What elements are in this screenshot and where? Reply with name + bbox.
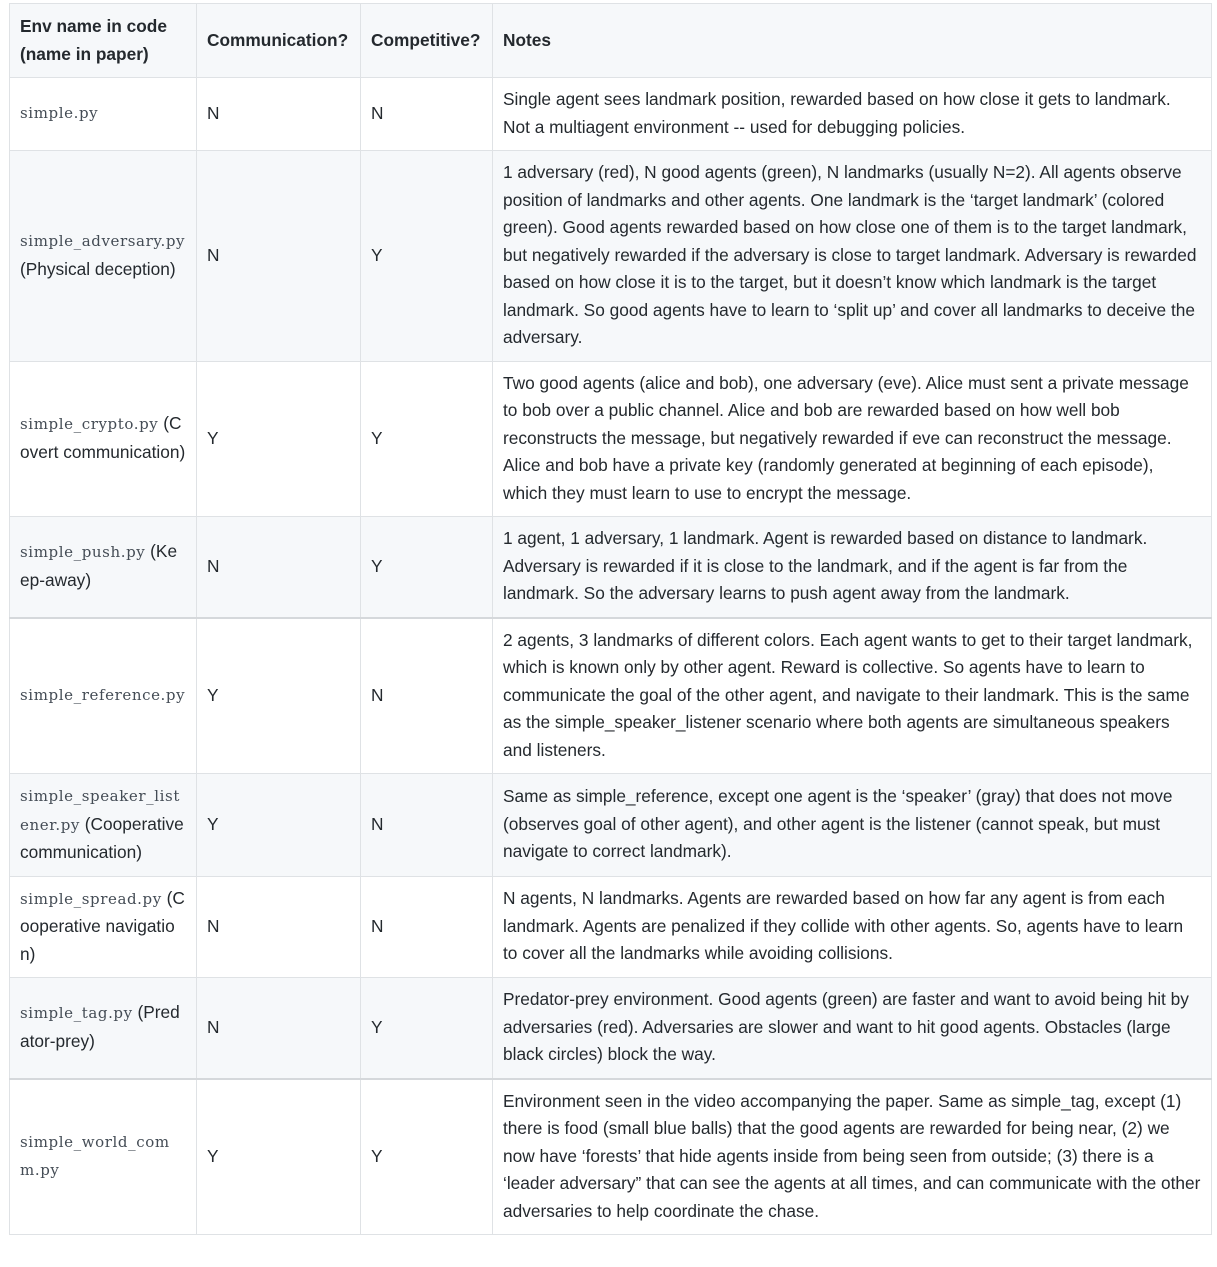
header-env-name: Env name in code (name in paper): [10, 4, 197, 78]
table-row: [10, 1079, 1212, 1235]
env-code: simple_spread.py: [20, 889, 162, 908]
env-name-cell: [10, 876, 197, 978]
communication-cell: N: [197, 517, 361, 618]
competitive-cell: N: [361, 774, 493, 877]
communication-cell: N: [197, 978, 361, 1079]
competitive-cell: Y: [361, 978, 493, 1079]
notes-cell: Single agent sees landmark position, rewarded based on how close it gets to landmark. Not a multiagent environment -- used for debugging policies.: [493, 78, 1212, 151]
communication-cell: Y: [197, 1079, 361, 1235]
env-code: simple.py: [20, 104, 99, 123]
env-code: simple_push.py: [20, 543, 146, 562]
env-name-cell: [10, 361, 197, 517]
env-name-cell: [10, 774, 197, 877]
env-name-cell: [10, 78, 197, 151]
notes-cell: Environment seen in the video accompanying the paper. Same as simple_tag, except (1) there is food (small blue balls) that the good agents are rewarded for being near, (2) we now have ‘forests’ that hide agents inside from being seen from outside; (3) there is a ‘leader adversary” that can see the agents at all times, and can communicate with the other adversaries to help coordinate the chase.: [493, 1079, 1212, 1235]
env-paper-name: (Predator-prey): [20, 1002, 180, 1051]
table-row: [10, 978, 1212, 1079]
notes-cell: 1 adversary (red), N good agents (green), N landmarks (usually N=2). All agents observe position of landmarks and other agents. One landmark is the ‘target landmark’ (colored green). Good agents rewarded based on how close one of them is to the target landmark, but negatively rewarded if the adversary is close to target landmark. Adversary is rewarded based on how close it is to the target, but it doesn’t know which landmark is the target landmark. So good agents have to learn to ‘split up’ and cover all landmarks to deceive the adversary.: [493, 151, 1212, 362]
header-competitive: Competitive?: [361, 4, 493, 78]
env-code: simple_crypto.py: [20, 415, 159, 434]
competitive-cell: N: [361, 78, 493, 151]
env-name-cell: [10, 1079, 197, 1235]
env-paper-name: (Covert communication): [20, 413, 186, 462]
env-code: simple_world_comm.py: [20, 1132, 170, 1180]
env-code: simple_reference.py: [20, 686, 186, 704]
competitive-cell: Y: [361, 361, 493, 517]
env-name-cell: [10, 517, 197, 618]
env-name-cell: [10, 618, 197, 774]
notes-cell: N agents, N landmarks. Agents are rewarded based on how far any agent is from each landmark. Agents are penalized if they collide with other agents. So, agents have to learn to cover all the landmarks while avoiding collisions.: [493, 876, 1212, 978]
communication-cell: N: [197, 151, 361, 362]
notes-cell: Predator-prey environment. Good agents (green) are faster and want to avoid being hit by adversaries (red). Adversaries are slower and want to hit good agents. Obstacles (large black circles) block the way.: [493, 978, 1212, 1079]
communication-cell: Y: [197, 774, 361, 877]
env-paper-name: (Keep-away): [20, 541, 178, 590]
env-paper-name: (Physical deception): [20, 258, 176, 279]
notes-cell: 1 agent, 1 adversary, 1 landmark. Agent is rewarded based on distance to landmark. Adversary is rewarded if it is close to the landmark, and if the agent is far from the landmark. So the adversary learns to push agent away from the landmark.: [493, 517, 1212, 618]
table-row: [10, 618, 1212, 774]
notes-cell: 2 agents, 3 landmarks of different colors. Each agent wants to get to their target landmark, which is known only by other agent. Reward is collective. So agents have to learn to communicate the goal of the other agent, and navigate to their landmark. This is the same as the simple_speaker_listener scenario where both agents are simultaneous speakers and listeners.: [493, 618, 1212, 774]
competitive-cell: N: [361, 876, 493, 978]
competitive-cell: Y: [361, 151, 493, 362]
env-code: simple_speaker_listener.py: [20, 787, 180, 834]
communication-cell: Y: [197, 618, 361, 774]
table-row: [10, 78, 1212, 151]
env-paper-name: (Cooperative navigation): [20, 887, 185, 964]
table-header-row: [10, 4, 1212, 78]
table-row: [10, 774, 1212, 877]
competitive-cell: Y: [361, 517, 493, 618]
table-row: [10, 517, 1212, 618]
notes-cell: Two good agents (alice and bob), one adversary (eve). Alice must sent a private message to bob over a public channel. Alice and bob are rewarded based on how well bob reconstructs the message, but negatively rewarded if eve can reconstruct the message. Alice and bob have a private key (randomly generated at beginning of each episode), which they must learn to use to encrypt the message.: [493, 361, 1212, 517]
competitive-cell: Y: [361, 1079, 493, 1235]
env-code: simple_tag.py: [20, 1004, 133, 1023]
communication-cell: Y: [197, 361, 361, 517]
env-paper-name: (Cooperative communication): [20, 813, 184, 862]
env-name-cell: [10, 978, 197, 1079]
competitive-cell: N: [361, 618, 493, 774]
env-code: simple_adversary.py: [20, 232, 186, 251]
communication-cell: N: [197, 876, 361, 978]
env-name-cell: [10, 151, 197, 362]
table-row: [10, 876, 1212, 978]
environments-table: [9, 3, 1212, 1235]
header-communication: Communication?: [197, 4, 361, 78]
notes-cell: Same as simple_reference, except one agent is the ‘speaker’ (gray) that does not move (observes goal of other agent), and other agent is the listener (cannot speak, but must navigate to correct landmark).: [493, 774, 1212, 877]
communication-cell: N: [197, 78, 361, 151]
table-row: [10, 361, 1212, 517]
header-notes: Notes: [493, 4, 1212, 78]
table-row: [10, 151, 1212, 362]
